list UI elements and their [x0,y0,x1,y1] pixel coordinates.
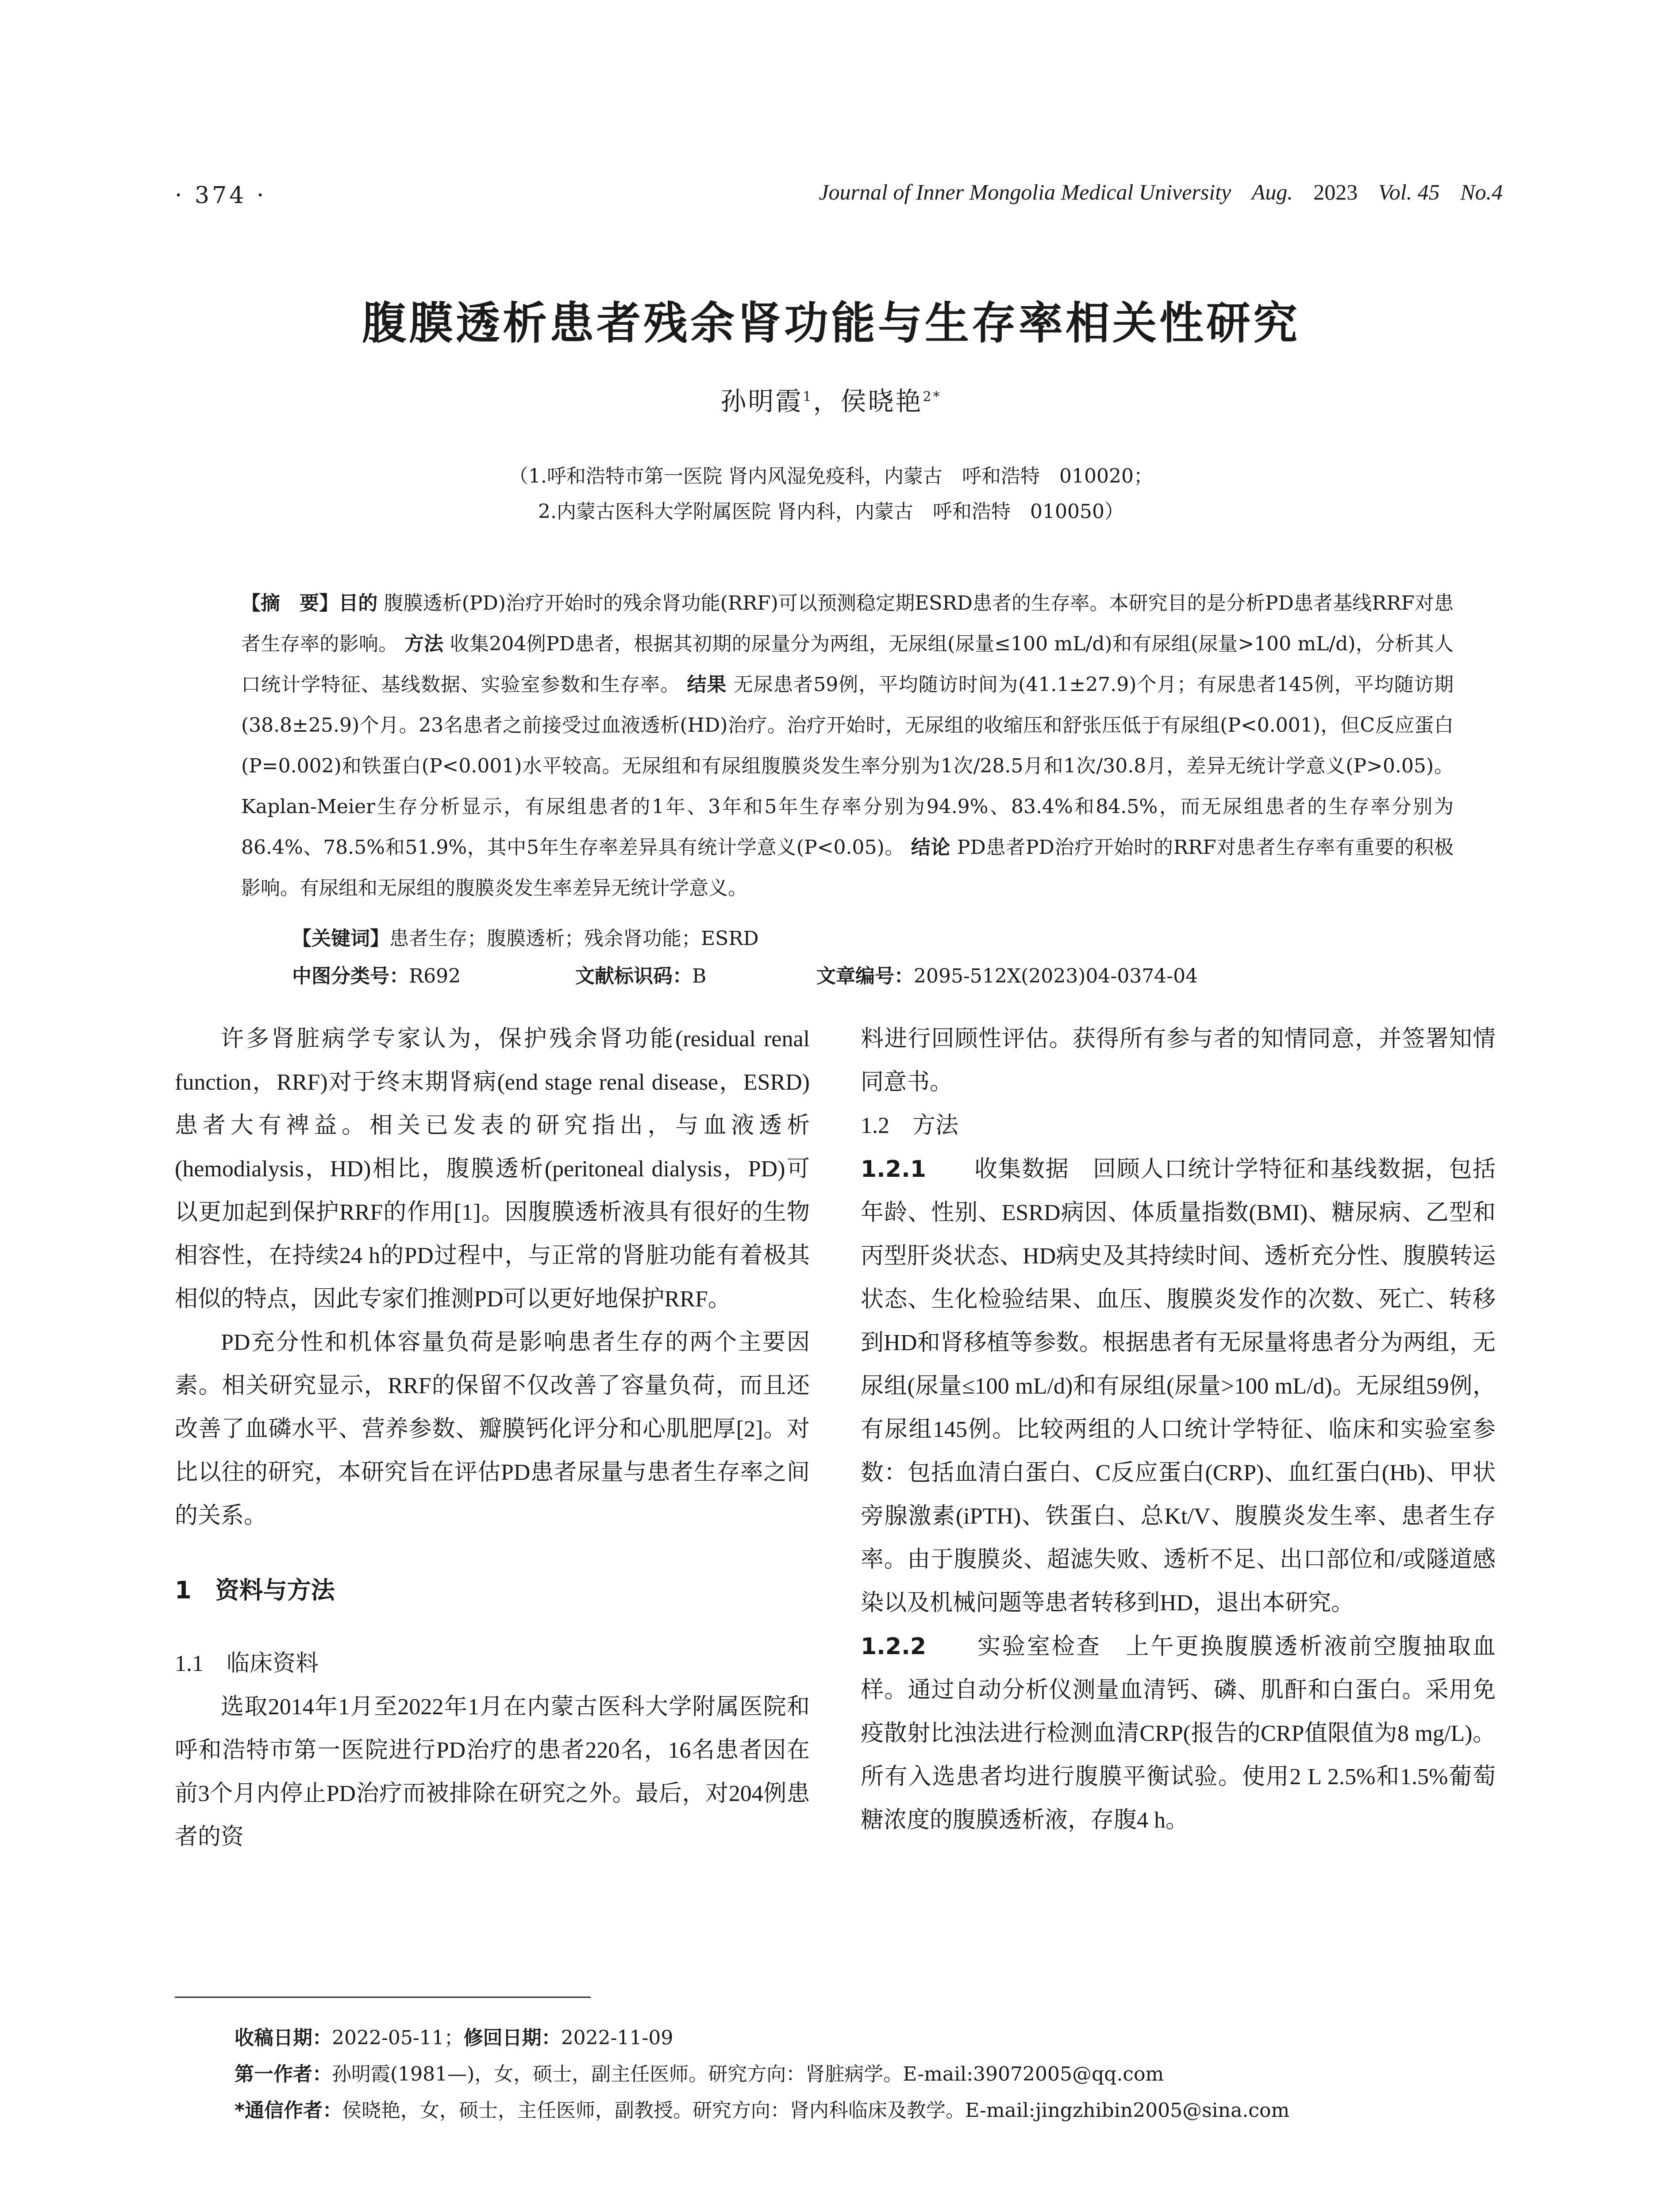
paper-title: 腹膜透析患者残余肾功能与生存率相关性研究 [362,297,1300,349]
document-code-value: B [692,965,707,987]
method-lab-tests [861,1625,1496,1842]
author-1: 孙明霞 [720,386,803,416]
clc-number [292,960,461,988]
subsection-heading-1-1: 1.1 临床资料 [175,1651,319,1676]
article-number [816,960,1198,988]
document-code [575,960,706,988]
article-number-label: 文章编号： [816,965,914,987]
abstract-result: 无尿患者59例，平均随访时间为(41.1±27.9)个月；有尿患者145例，平均随访期(38.8±25.9)个月。23名患者之前接受过血液透析(HD)治疗。治疗开始时，无尿组的收缩压和舒张压低于有尿组(P<0.001)，但C反应蛋白(P=0.002)和铁蛋白(P<0.001)水平较高。无尿组和有尿组腹膜炎发生率分别为1次/28.5月和1次/30.8月，差异无统计学意义(P>0.05)。Kaplan-Meier生存分析显示，有尿组患者的1年、3年和5年生存率分别为94.9%、83.4%和84.5%，而无尿组患者的生存率分别为86.4%、78.5%和51.9%，其中5年生存率差异具有统计学意义(P<0.05)。 [241,673,1454,859]
issue-month: Aug. [1251,180,1293,204]
keywords-label: 【关键词】 [292,927,389,950]
footnote-first-author [235,2058,1164,2086]
footnote-dates [235,2022,673,2050]
subsection-number-1-2-1: 1.2.1 [861,1156,927,1183]
intro-paragraph-1: 许多肾脏病学专家认为，保护残余肾功能(residual renal function，RRF)对于终末期肾病(end stage renal disease，ESRD)患者大有裨益。相关已发表的研究指出，与血液透析(hemodialysis，HD)相比，腹膜透析(peritoneal dialysis，PD)可以更加起到保护RRF的作用[1]。因腹膜透析液具有很好的生物相容性，在持续24 h的PD过程中，与正常的肾脏功能有着极其相似的特点，因此专家们推测PD可以更好地保护RRF。 [175,1026,810,1312]
method-lab-tests-text: 上午更换腹膜透析液前空腹抽取血样。通过自动分析仪测量血清钙、磷、肌酐和白蛋白。采用免疫散射比浊法进行检测血清CRP(报告的CRP值限值为8 mg/L)。所有入选患者均进行腹膜平衡试验。使用2 L 2.5%和1.5%葡萄糖浓度的腹膜透析液，存腹4 h。 [861,1634,1496,1833]
body-right-column [861,1018,1496,1842]
footnote-divider [175,1997,591,1998]
abstract-objective-label: 目的 [339,592,378,614]
abstract [241,583,1454,909]
abstract-label: 【摘 要】 [241,592,339,614]
section-heading-1: 1 资料与方法 [175,1576,335,1604]
keywords [292,922,759,951]
abstract-method: 收集204例PD患者，根据其初期的尿量分为两组，无尿组(尿量≤100 mL/d)和有尿组(尿量>100 mL/d)，分析其人口统计学特征、基线数据、实验室参数和生存率。 [241,633,1454,696]
revised-date: 2022-11-09 [561,2027,673,2049]
body-left-column [175,1018,810,1859]
abstract-method-label: 方法 [404,633,444,655]
author-2-affil: 2* [923,389,942,405]
clinical-data-continued: 料进行回顾性评估。获得所有参与者的知情同意，并签署知情同意书。 [861,1026,1496,1095]
keywords-text: 患者生存；腹膜透析；残余肾功能；ESRD [389,927,759,950]
article-number-value: 2095-512X(2023)04-0374-04 [914,965,1198,987]
clinical-data-paragraph: 选取2014年1月至2022年1月在内蒙古医科大学附属医院和呼和浩特市第一医院进行PD治疗的患者220名，16名患者因在前3个月内停止PD治疗而被排除在研究之外。最后，对204例患者的资 [175,1694,810,1850]
author-2: 侯晓艳 [840,386,923,416]
journal-header [819,179,1503,205]
received-date: 2022-05-11； [332,2027,464,2049]
issue-year: 2023 [1313,180,1358,204]
document-code-label: 文献标识码： [575,965,692,987]
corresponding-author-text: 侯晓艳，女，硕士，主任医师，副教授。研究方向：肾内科临床及教学。E-mail:jingzhibin2005@sina.com [342,2099,1290,2122]
abstract-result-label: 结果 [687,673,727,696]
page-number: · 374 · [175,182,267,209]
abstract-objective: 腹膜透析(PD)治疗开始时的残余肾功能(RRF)可以预测稳定期ESRD患者的生存率。本研究目的是分析PD患者基线RRF对患者生存率的影响。 [241,592,1454,655]
clc-label: 中图分类号： [292,965,409,987]
first-author-text: 孙明霞(1981—)，女，硕士，副主任医师。研究方向：肾脏病学。E-mail:39072005@qq.com [332,2063,1164,2085]
intro-paragraph-2: PD充分性和机体容量负荷是影响患者生存的两个主要因素。相关研究显示，RRF的保留不仅改善了容量负荷，而且还改善了血磷水平、营养参数、瓣膜钙化评分和心肌肥厚[2]。对比以往的研究，本研究旨在评估PD患者尿量与患者生存率之间的关系。 [175,1330,810,1528]
journal-name: Journal of Inner Mongolia Medical University [819,180,1231,204]
subsection-title-1-2-1: 收集数据 [974,1157,1070,1182]
corresponding-author-label: *通信作者： [235,2099,342,2122]
method-data-collection-text: 回顾人口统计学特征和基线数据，包括年龄、性别、ESRD病因、体质量指数(BMI)、糖尿病、乙型和丙型肝炎状态、HD病史及其持续时间、透析充分性、腹膜转运状态、生化检验结果、血压、腹膜炎发作的次数、死亡、转移到HD和肾移植等参数。根据患者有无尿量将患者分为两组，无尿组(尿量≤100 mL/d)和有尿组(尿量>100 mL/d)。无尿组59例，有尿组145例。比较两组的人口统计学特征、临床和实验室参数：包括血清白蛋白、C反应蛋白(CRP)、血红蛋白(Hb)、甲状旁腺激素(iPTH)、铁蛋白、总Kt/V、腹膜炎发生率、患者生存率。由于腹膜炎、超滤失败、透析不足、出口部位和/或隧道感染以及机械问题等患者转移到HD，退出本研究。 [861,1157,1496,1616]
first-author-label: 第一作者： [235,2063,332,2085]
affiliation-2: 2.内蒙古医科大学附属医院 肾内科，内蒙古 呼和浩特 010050） [538,500,1124,523]
abstract-conclusion-label: 结论 [911,836,951,859]
subsection-title-1-2-2: 实验室检查 [977,1634,1101,1659]
footnote-corresponding-author [235,2094,1289,2123]
subsection-number-1-2-2: 1.2.2 [861,1633,927,1660]
affiliation-1: （1.呼和浩特市第一医院 肾内风湿免疫科，内蒙古 呼和浩特 010020； [509,465,1153,488]
clc-value: R692 [409,965,461,987]
received-label: 收稿日期： [235,2027,332,2049]
subsection-heading-1-2: 1.2 方法 [861,1113,959,1138]
author-1-affil: 1 [803,389,813,405]
issue-number: No.4 [1460,180,1503,204]
volume: Vol. 45 [1378,180,1440,204]
method-data-collection [861,1148,1496,1625]
author-separator: ， [813,386,841,416]
author-list [0,380,1662,418]
revised-label: 修回日期： [463,2027,561,2049]
abstract-conclusion: PD患者PD治疗开始时的RRF对患者生存率有重要的积极影响。有尿组和无尿组的腹膜炎发生率差异无统计学意义。 [241,836,1454,899]
